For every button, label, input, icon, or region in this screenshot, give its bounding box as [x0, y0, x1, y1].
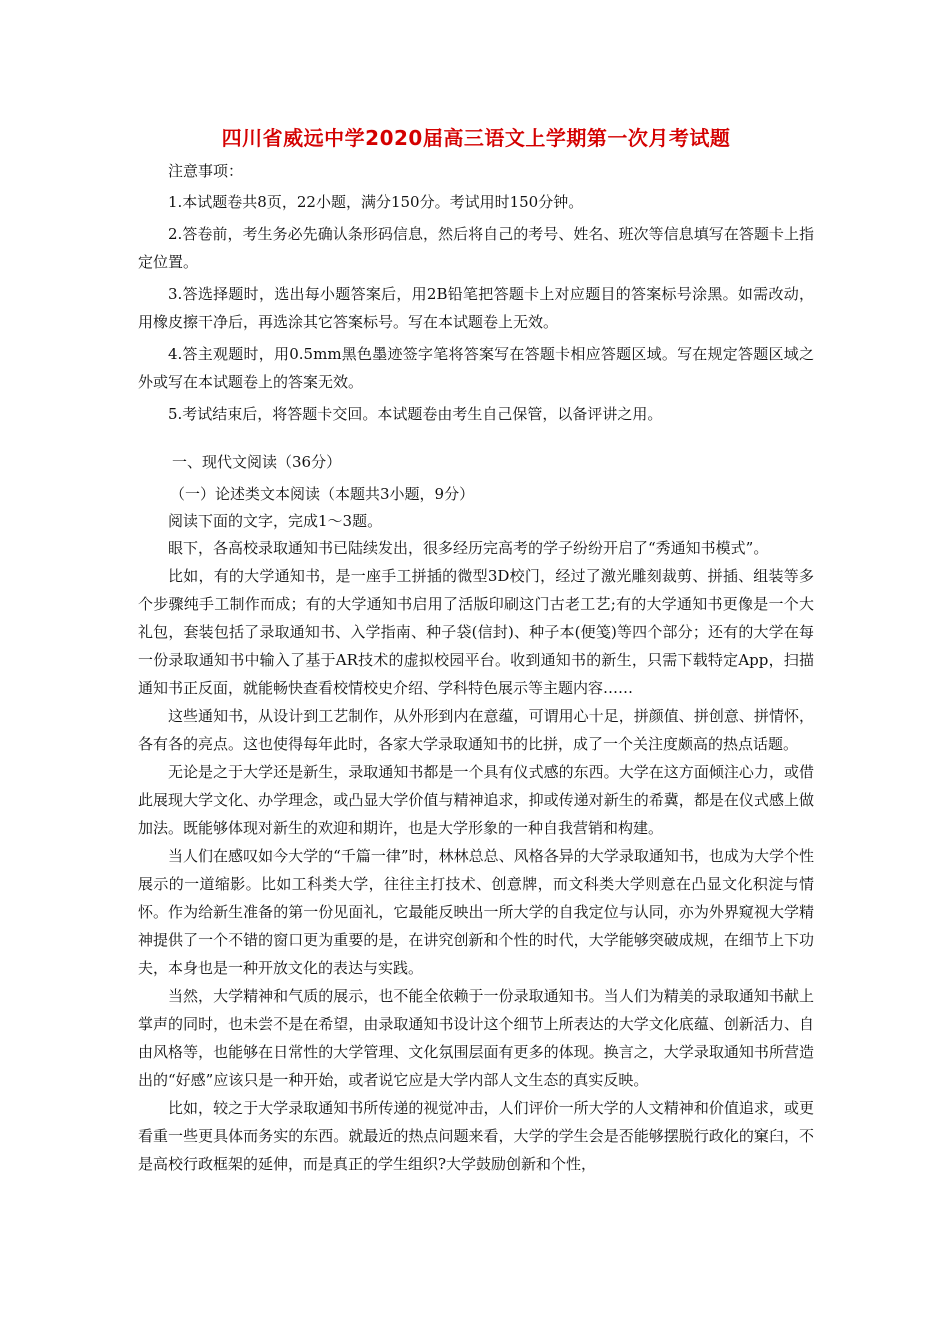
notice-item-1: 1.本试题卷共8页，22小题，满分150分。考试用时150分钟。 — [168, 193, 584, 211]
reading-instruction: 阅读下面的文字，完成1～3题。 — [168, 512, 383, 530]
notice-heading: 注意事项： — [168, 162, 244, 180]
passage-paragraph: 眼下，各高校录取通知书已陆续发出，很多经历完高考的学子纷纷开启了“秀通知书模式”。 — [168, 539, 769, 557]
passage-paragraph: 比如，有的大学通知书，是一座手工拼插的微型3D校门，经过了激光雕刻裁剪、拼插、组装等多个步骤纯手工制作而成；有的大学通知书启用了活版印刷这门古老工艺;有的大学通知书更像是一个大礼包，套装包括了录取通知书、入学指南、种子袋(信封)、种子本(便笺)等四个部分；还有的大学在每一份录取通知书中输入了基于AR技术的虚拟校园平台。收到通知书的新生，只需下载特定App，扫描通知书正反面，就能畅快查看校情校史介绍、学科特色展示等主题内容…… — [138, 567, 814, 697]
notice-item-5: 5.考试结束后，将答题卡交回。本试题卷由考生自己保管，以备评讲之用。 — [168, 405, 663, 423]
page-title: 四川省威远中学2020届高三语文上学期第一次月考试题 — [221, 126, 731, 150]
passage-paragraph: 无论是之于大学还是新生，录取通知书都是一个具有仪式感的东西。大学在这方面倾注心力，或借此展现大学文化、办学理念，或凸显大学价值与精神追求，抑或传递对新生的希冀，都是在仪式感上做加法。既能够体现对新生的欢迎和期许，也是大学形象的一种自我营销和构建。 — [138, 763, 814, 837]
passage-paragraph: 这些通知书，从设计到工艺制作，从外形到内在意蕴，可谓用心十足，拼颜值、拼创意、拼情怀，各有各的亮点。这也使得每年此时，各家大学录取通知书的比拼，成了一个关注度颇高的热点话题。 — [138, 707, 814, 753]
notice-item-4: 4.答主观题时，用0.5mm黑色墨迹签字笔将答案写在答题卡相应答题区域。写在规定答题区域之外或写在本试题卷上的答案无效。 — [138, 345, 814, 391]
passage-paragraph: 比如，较之于大学录取通知书所传递的视觉冲击，人们评价一所大学的人文精神和价值追求，或更看重一些更具体而务实的东西。就最近的热点问题来看，大学的学生会是否能够摆脱行政化的窠臼，不是高校行政框架的延伸，而是真正的学生组织?大学鼓励创新和个性， — [138, 1099, 814, 1173]
section-subheading: （一）论述类文本阅读（本题共3小题，9分） — [170, 485, 475, 503]
notice-item-3: 3.答选择题时，选出每小题答案后，用2B铅笔把答题卡上对应题目的答案标号涂黑。如需改动，用橡皮擦干净后，再选涂其它答案标号。写在本试题卷上无效。 — [138, 285, 814, 331]
notice-item-2: 2.答卷前，考生务必先确认条形码信息，然后将自己的考号、姓名、班次等信息填写在答题卡上指定位置。 — [138, 225, 814, 271]
passage-paragraph: 当然，大学精神和气质的展示，也不能全依赖于一份录取通知书。当人们为精美的录取通知书献上掌声的同时，也未尝不是在希望，由录取通知书设计这个细节上所表达的大学文化底蕴、创新活力、自由风格等，也能够在日常性的大学管理、文化氛围层面有更多的体现。换言之，大学录取通知书所营造出的“好感”应该只是一种开始，或者说它应是大学内部人文生态的真实反映。 — [138, 987, 814, 1089]
document-page — [138, 118, 814, 1178]
passage-paragraph: 当人们在感叹如今大学的“千篇一律”时，林林总总、风格各异的大学录取通知书，也成为大学个性展示的一道缩影。比如工科类大学，往往主打技术、创意牌，而文科类大学则意在凸显文化积淀与情怀。作为给新生准备的第一份见面礼，它最能反映出一所大学的自我定位与认同，亦为外界窥视大学精神提供了一个不错的窗口更为重要的是，在讲究创新和个性的时代，大学能够突破成规，在细节上下功夫，本身也是一种开放文化的表达与实践。 — [138, 847, 814, 977]
section-heading: 一、现代文阅读（36分） — [172, 453, 342, 471]
